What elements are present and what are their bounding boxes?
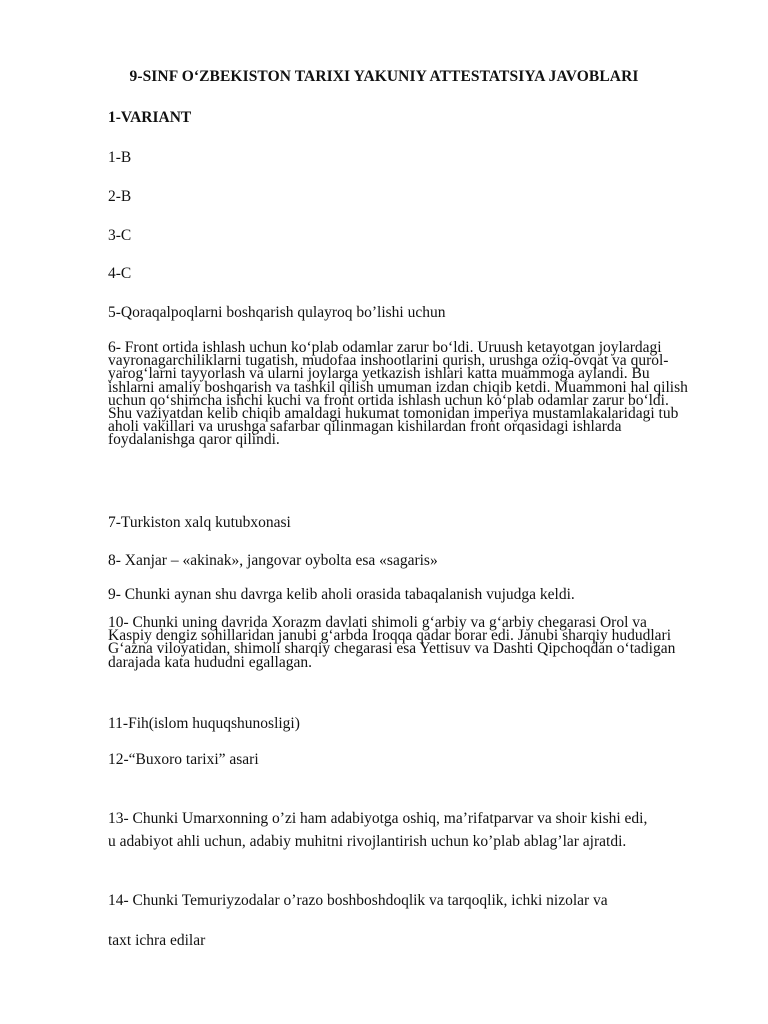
answer-1: 1-B xyxy=(108,149,132,166)
answer-11: 11-Fih(islom huquqshunosligi) xyxy=(108,715,300,732)
answer-14-continuation: taxt ichra edilar xyxy=(108,932,206,949)
answer-3: 3-C xyxy=(108,227,132,244)
answer-9: 9- Chunki aynan shu davrga kelib aholi orasida tabaqalanish vujudga keldi. xyxy=(108,586,575,603)
answer-13: 13- Chunki Umarxonning o’zi ham adabiyotga oshiq, ma’rifatparvar va shoir kishi edi, u adabiyot ahli uchun, adabiy muhitni rivojlantirish uchun ko’plab ablag’lar ajratdi. xyxy=(108,810,648,850)
variant-heading: 1-VARIANT xyxy=(108,109,192,126)
answer-10: 10- Chunki uning davrida Xorazm davlati shimoli g‘arbiy va g‘arbiy chegarasi Orol va Kaspiy dengiz sohillaridan janubi g‘arbda Iroqqa qadar borar edi. Janubi sharqiy hududlari G‘azna viloyatidan, shimoli sharqiy chegarasi esa Yettisuv va Dashti Qipchoqdan o‘tadigan darajada kata hududni egallagan. xyxy=(108,614,676,671)
answer-12: 12-“Buxoro tarixi” asari xyxy=(108,751,259,768)
answer-8: 8- Xanjar – «akinak», jangovar oybolta esa «sagaris» xyxy=(108,552,438,569)
document-title: 9-SINF O‘ZBEKISTON TARIXI YAKUNIY ATTESTATSIYA JAVOBLARI xyxy=(129,68,639,85)
answer-6: 6- Front ortida ishlash uchun ko‘plab odamlar zarur bo‘ldi. Uruush ketayotgan joylardagi vayronagarchiliklarni tugatish, mudofaa inshootlarini qurish, urushga oziq-ovqat va qurol-yarog‘larni tayyorlash va ularni joylarga yetkazish ishlari katta muammoga aylandi. Bu ishlarni amaliy boshqarish va tashkil qilish umuman izdan chiqib ketdi. Muammoni hal qilish uchun qo‘shimcha ishchi kuchi va front ortida ishlash uchun ko‘plab odamlar zarur bo‘ldi. Shu vaziyatdan kelib chiqib amaldagi hukumat tomonidan imperiya mustamlakalaridagi tub aholi vakillari va urushga safarbar qilinmagan kishilardan front orqasidagi ishlarda foydalanishga qaror qilindi. xyxy=(108,339,688,449)
answer-14: 14- Chunki Temuriyzodalar o’razo boshboshdoqlik va tarqoqlik, ichki nizolar va xyxy=(108,892,608,909)
answer-2: 2-B xyxy=(108,188,132,205)
answer-7: 7-Turkiston xalq kutubxonasi xyxy=(108,514,291,531)
answer-4: 4-C xyxy=(108,265,132,282)
answer-5: 5-Qoraqalpoqlarni boshqarish qulayroq bo’lishi uchun xyxy=(108,304,446,321)
